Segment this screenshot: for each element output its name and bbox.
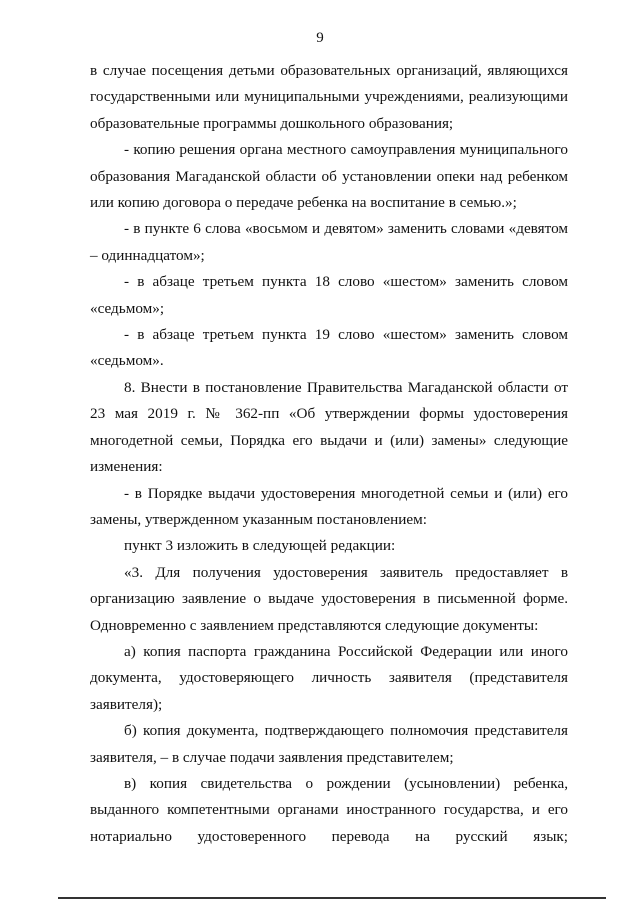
paragraph-point-3-intro: пункт 3 изложить в следующей редакции: bbox=[124, 537, 396, 555]
paragraph-item-b: б) копия документа, подтверждающего полномочия представителя заявителя, – в случае подачи заявления представителем; bbox=[90, 722, 568, 766]
paragraph-point-3-text: «3. Для получения удостоверения заявитель предоставляет в организацию заявление о выдаче удостоверения в письменной форме. Одновременно с заявлением представляются следующие документы: bbox=[90, 563, 568, 634]
paragraph-preschool-visit: в случае посещения детьми образовательных организаций, являющихся государственными или муниципальными учреждениями, реализующими образовательные программы дошкольного образования; bbox=[90, 62, 568, 132]
document-body bbox=[90, 58, 568, 850]
paragraph-guardianship-copy: - копию решения органа местного самоуправления муниципального образования Магаданской области об установлении опеки над ребенком или копию договора о передаче ребенка на воспитание в семью.»; bbox=[90, 141, 568, 212]
page-number: 9 bbox=[316, 30, 324, 46]
paragraph-item-8: 8. Внести в постановление Правительства Магаданской области от 23 мая 2019 г. № 362-пп «Об утверждении формы удостоверения многодетной семьи, Порядка его выдачи и (или) замены» следующие изменения: bbox=[90, 378, 568, 476]
paragraph-point-18-amendment: - в абзаце третьем пункта 18 слово «шестом» заменить словом «седьмом»; bbox=[90, 273, 568, 317]
paragraph-procedure-amendment: - в Порядке выдачи удостоверения многодетной семьи и (или) его замены, утвержденном указанным постановлением: bbox=[90, 484, 568, 528]
paragraph-point-19-amendment: - в абзаце третьем пункта 19 слово «шестом» заменить словом «седьмом». bbox=[90, 326, 568, 370]
bottom-rule bbox=[58, 897, 606, 899]
paragraph-item-v: в) копия свидетельства о рождении (усыновлении) ребенка, выданного компетентными органами иностранного государства, и его нотариально удостоверенного перевода на русский язык; bbox=[90, 774, 568, 845]
paragraph-point-6-amendment: - в пункте 6 слова «восьмом и девятом» заменить словами «девятом – одиннадцатом»; bbox=[90, 220, 568, 264]
paragraph-item-a: а) копия паспорта гражданина Российской Федерации или иного документа, удостоверяющего личность заявителя (представителя заявителя); bbox=[90, 642, 568, 713]
